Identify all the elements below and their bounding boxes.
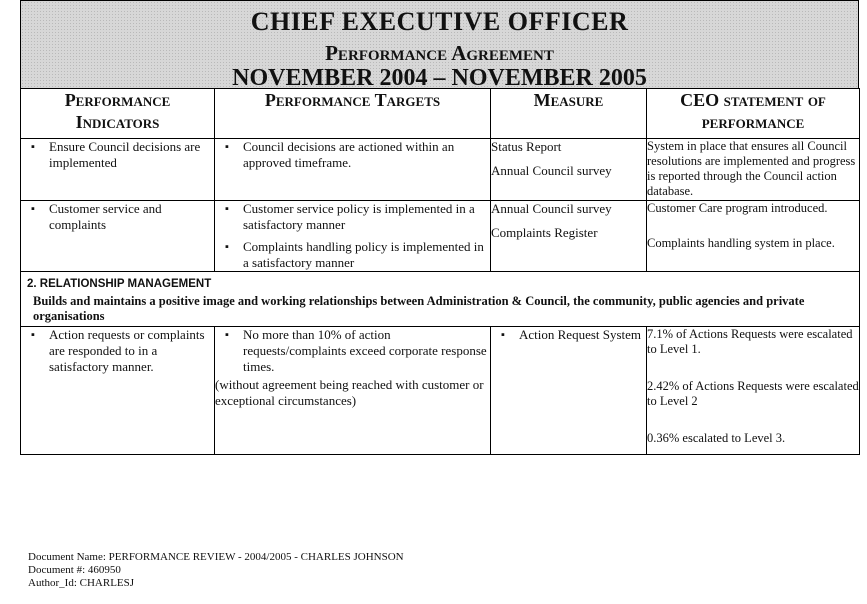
target-text: ▪ Council decisions are actioned within an approved timeframe. — [215, 139, 490, 171]
document-footer — [28, 551, 404, 590]
table-row — [21, 201, 860, 272]
statement-text: Customer Care program introduced. — [647, 201, 828, 215]
document-number: Document #: 460950 — [28, 564, 121, 576]
measure-text: ▪ Action Request System — [491, 327, 646, 343]
performance-table — [20, 88, 860, 455]
target-text: ▪ Customer service policy is implemented in a satisfactory manner — [215, 201, 490, 233]
indicator-text: ▪ Ensure Council decisions are implemented — [21, 139, 214, 171]
author-id: Author_Id: CHARLESJ — [28, 577, 135, 589]
col-header-statement: CEO statement of performance — [647, 89, 860, 139]
section-title: 2. RELATIONSHIP MANAGEMENT — [27, 278, 212, 290]
document-subtitle: Performance Agreement — [325, 41, 554, 65]
measure-text: Annual Council survey — [491, 201, 612, 216]
statement-text: 0.36% escalated to Level 3. — [647, 431, 786, 445]
header-row — [21, 89, 860, 139]
agreement-period: NOVEMBER 2004 – NOVEMBER 2005 — [232, 65, 647, 91]
target-note: (without agreement being reached with customer or exceptional circumstances) — [215, 377, 484, 408]
target-text: ▪ Complaints handling policy is implemented in a satisfactory manner — [215, 239, 490, 271]
measure-text: Status Report — [491, 139, 562, 154]
statement-text: 2.42% of Actions Requests were escalated to Level 2 — [647, 379, 859, 408]
statement-text: Complaints handling system in place. — [647, 236, 835, 250]
section-description: Builds and maintains a positive image and working relationships between Administration & Council, the community, public agencies and private organisations — [33, 294, 805, 323]
statement-text: 7.1% of Actions Requests were escalated to Level 1. — [647, 327, 853, 356]
col-header-indicators: Performance Indicators — [21, 89, 215, 139]
title-banner — [20, 0, 859, 89]
indicator-text: ▪ Action requests or complaints are responded to in a satisfactory manner. — [21, 327, 214, 375]
table-row — [21, 327, 860, 455]
indicator-text: ▪ Customer service and complaints — [21, 201, 214, 233]
table-row — [21, 139, 860, 201]
col-header-measure: Measure — [491, 89, 647, 139]
measure-text: Annual Council survey — [491, 163, 612, 178]
document-name: Document Name: PERFORMANCE REVIEW - 2004/2005 - CHARLES JOHNSON — [28, 551, 404, 563]
measure-text: Complaints Register — [491, 225, 598, 240]
section-header-row — [21, 272, 860, 327]
col-header-targets: Performance Targets — [215, 89, 491, 139]
target-text: ▪ No more than 10% of action requests/complaints exceed corporate response times. — [215, 327, 490, 375]
document-title: CHIEF EXECUTIVE OFFICER — [250, 7, 629, 36]
statement-text: System in place that ensures all Council resolutions are implemented and progress is reported through the Council action database. — [647, 139, 856, 198]
